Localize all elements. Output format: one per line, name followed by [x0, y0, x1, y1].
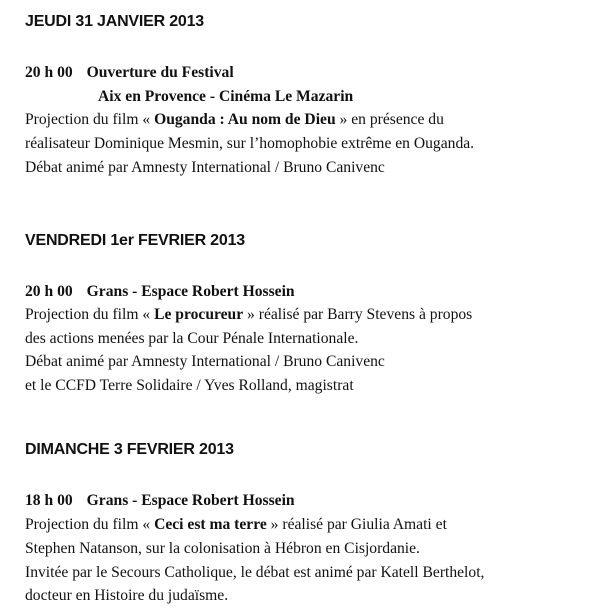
- event-title: Ouverture du Festival: [86, 64, 234, 81]
- event-debate-line: Débat animé par Amnesty International / Bruno Canivenc: [25, 159, 385, 176]
- event-description-line: Projection du film « Ouganda : Au nom de Dieu » en présence du: [25, 111, 444, 128]
- event-debate-line: et le CCFD Terre Solidaire / Yves Rolland, magistrat: [25, 377, 354, 394]
- event-time: 20 h 00: [25, 64, 73, 81]
- event-time: 18 h 00: [25, 492, 73, 509]
- event-debate-line: Invitée par le Secours Catholique, le débat est animé par Katell Berthelot,: [25, 564, 485, 581]
- event-description-line: réalisateur Dominique Mesmin, sur l’homophobie extrême en Ouganda.: [25, 135, 475, 152]
- film-title: Le procureur: [154, 306, 244, 323]
- event-debate-line: docteur en Histoire du judaïsme.: [25, 587, 229, 604]
- event-debate-line: Débat animé par Amnesty International / Bruno Canivenc: [25, 353, 385, 370]
- film-title: Ceci est ma terre: [154, 516, 267, 533]
- event-time: 20 h 00: [25, 283, 73, 300]
- event-description-line: Projection du film « Ceci est ma terre » réalisé par Giulia Amati et: [25, 516, 447, 533]
- event-description-line: Stephen Natanson, sur la colonisation à Hébron en Cisjordanie.: [25, 540, 420, 557]
- event-venue: Aix en Provence - Cinéma Le Mazarin: [98, 88, 354, 105]
- event-venue: Grans - Espace Robert Hossein: [86, 283, 295, 300]
- event-date: DIMANCHE 3 FEVRIER 2013: [25, 441, 234, 458]
- event-time-venue: [25, 492, 295, 510]
- film-title: Ouganda : Au nom de Dieu: [154, 111, 336, 128]
- event-description-line: des actions menées par la Cour Pénale Internationale.: [25, 330, 359, 347]
- event-description-line: Projection du film « Le procureur » réalisé par Barry Stevens à propos: [25, 306, 473, 323]
- event-time-venue: [25, 283, 295, 301]
- event-time-title: [25, 64, 234, 82]
- event-date: JEUDI 31 JANVIER 2013: [25, 13, 205, 30]
- event-venue: Grans - Espace Robert Hossein: [86, 492, 295, 509]
- event-date: VENDREDI 1er FEVRIER 2013: [25, 232, 245, 249]
